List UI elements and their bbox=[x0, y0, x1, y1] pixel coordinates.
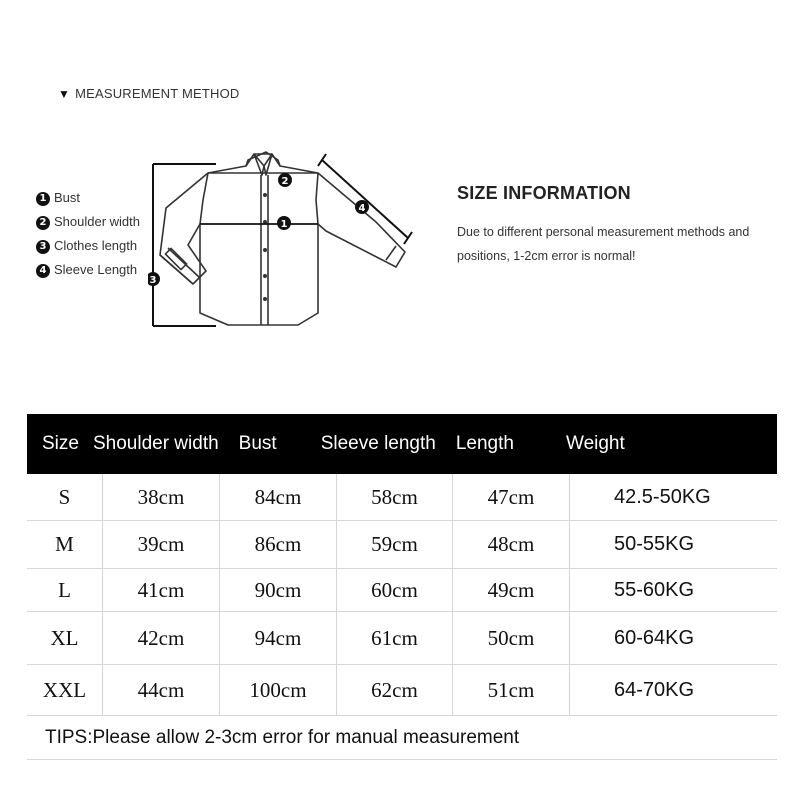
cell-weight: 50-55KG bbox=[614, 533, 695, 555]
table-row bbox=[27, 665, 777, 716]
header-shoulder-width: Shoulder width bbox=[92, 433, 219, 454]
table-row bbox=[27, 521, 777, 569]
cell-bust: 90cm bbox=[220, 569, 337, 611]
cell-bust: 94cm bbox=[220, 612, 337, 664]
shirt-diagram-icon bbox=[148, 140, 428, 340]
legend-label: Sleeve Length bbox=[54, 261, 138, 277]
header-weight: Weight bbox=[565, 433, 625, 454]
cell-size: S bbox=[27, 474, 103, 520]
legend-label: Shoulder width bbox=[54, 213, 140, 229]
cell-length: 51cm bbox=[453, 665, 570, 715]
cell-length: 48cm bbox=[453, 521, 570, 568]
legend-item-shoulder-width bbox=[36, 209, 140, 233]
tips-note: TIPS:Please allow 2-3cm error for manual measurement bbox=[27, 716, 777, 760]
cell-shoulder: 44cm bbox=[103, 665, 220, 715]
cell-size: L bbox=[27, 569, 103, 611]
size-information-note-line2: positions, 1-2cm error is normal! bbox=[457, 249, 636, 263]
header-bust: Bust bbox=[238, 433, 277, 454]
size-information-title: SIZE INFORMATION bbox=[457, 183, 631, 203]
size-table bbox=[27, 414, 777, 760]
legend-label: Bust bbox=[54, 189, 81, 205]
measurement-legend bbox=[36, 185, 140, 281]
table-row bbox=[27, 612, 777, 665]
cell-bust: 100cm bbox=[220, 665, 337, 715]
header-size: Size bbox=[42, 433, 79, 454]
cell-weight: 42.5-50KG bbox=[614, 485, 711, 508]
measurement-method-label: MEASUREMENT METHOD bbox=[75, 86, 240, 101]
cell-shoulder: 38cm bbox=[103, 474, 220, 520]
number-1-icon: 1 bbox=[36, 192, 50, 206]
cell-sleeve: 62cm bbox=[337, 665, 453, 715]
measurement-method-title bbox=[58, 86, 240, 101]
cell-length: 47cm bbox=[453, 474, 570, 520]
cell-weight: 64-70KG bbox=[614, 678, 695, 701]
cell-sleeve: 60cm bbox=[337, 569, 453, 611]
cell-size: M bbox=[27, 521, 103, 568]
size-information-note-line1: Due to different personal measurement methods and bbox=[457, 225, 750, 239]
cell-size: XL bbox=[27, 612, 103, 664]
cell-weight: 55-60KG bbox=[614, 578, 695, 601]
cell-sleeve: 59cm bbox=[337, 521, 453, 568]
cell-bust: 86cm bbox=[220, 521, 337, 568]
legend-item-bust bbox=[36, 185, 140, 209]
cell-weight: 60-64KG bbox=[614, 626, 695, 649]
cell-shoulder: 39cm bbox=[103, 521, 220, 568]
table-row bbox=[27, 474, 777, 521]
cell-sleeve: 61cm bbox=[337, 612, 453, 664]
size-information bbox=[457, 183, 797, 268]
header-sleeve-length: Sleeve length bbox=[320, 433, 436, 454]
cell-shoulder: 41cm bbox=[103, 569, 220, 611]
number-3-icon: 3 bbox=[36, 240, 50, 254]
number-4-icon: 4 bbox=[36, 264, 50, 278]
number-2-icon: 2 bbox=[36, 216, 50, 230]
svg-text:4: 4 bbox=[358, 203, 366, 214]
svg-text:3: 3 bbox=[149, 275, 157, 286]
header-length: Length bbox=[455, 433, 514, 454]
table-row bbox=[27, 569, 777, 612]
svg-text:1: 1 bbox=[280, 219, 288, 230]
legend-item-clothes-length bbox=[36, 233, 140, 257]
triangle-down-icon: ▼ bbox=[58, 86, 71, 101]
table-header bbox=[27, 414, 777, 474]
cell-length: 50cm bbox=[453, 612, 570, 664]
legend-label: Clothes length bbox=[54, 237, 138, 253]
cell-bust: 84cm bbox=[220, 474, 337, 520]
cell-shoulder: 42cm bbox=[103, 612, 220, 664]
cell-length: 49cm bbox=[453, 569, 570, 611]
cell-sleeve: 58cm bbox=[337, 474, 453, 520]
svg-text:2: 2 bbox=[281, 176, 289, 187]
legend-item-sleeve-length bbox=[36, 257, 140, 281]
cell-size: XXL bbox=[27, 665, 103, 715]
